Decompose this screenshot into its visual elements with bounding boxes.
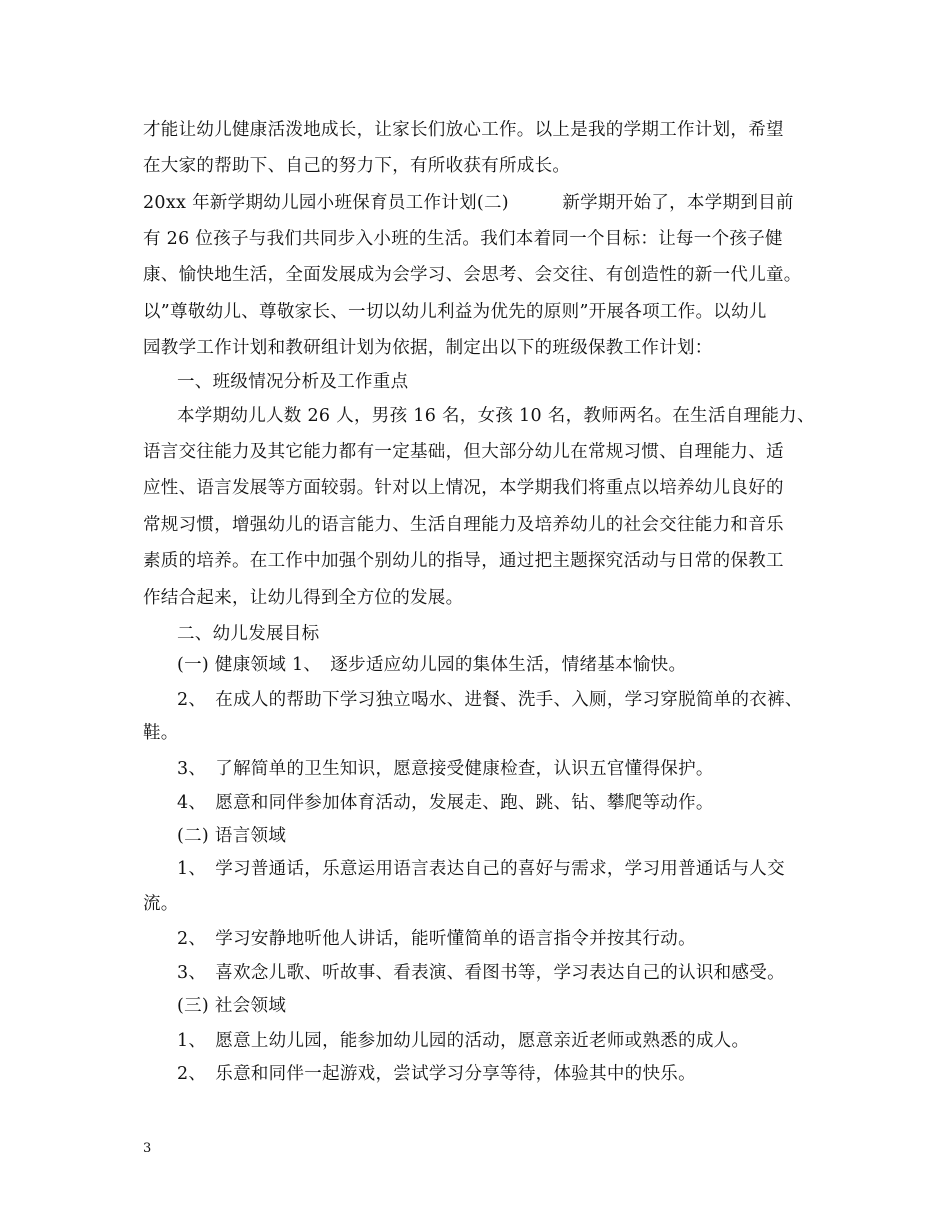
heading-development-goals: 二、幼儿发展目标	[177, 624, 320, 644]
paragraph-line: 本学期幼儿人数 26 人，男孩 16 名，女孩 10 名，教师两名。在生活自理能力、	[177, 406, 815, 426]
paragraph-line: 园教学工作计划和教研组计划为依据，制定出以下的班级保教工作计划：	[143, 338, 713, 358]
list-item: 2、 学习安静地听他人讲话，能听懂简单的语言指令并按其行动。	[177, 929, 696, 949]
paragraph-line: 在大家的帮助下、自己的努力下，有所收获有所成长。	[143, 156, 571, 176]
list-item: 2、 在成人的帮助下学习独立喝水、进餐、洗手、入厕，学习穿脱简单的衣裤、	[177, 690, 803, 710]
paragraph-line: 以”尊敬幼儿、尊敬家长、一切以幼儿利益为优先的原则”开展各项工作。以幼儿	[143, 302, 767, 322]
paragraph-line: 康、愉快地生活，全面发展成为会学习、会思考、会交往、有创造性的新一代儿童。	[143, 265, 802, 285]
paragraph-line: 语言交往能力及其它能力都有一定基础，但大部分幼儿在常规习惯、自理能力、适	[143, 442, 784, 462]
paragraph-line: 常规习惯，增强幼儿的语言能力、生活自理能力及培养幼儿的社会交往能力和音乐	[143, 515, 784, 535]
list-item: 4、 愿意和同伴参加体育活动，发展走、跑、跳、钻、攀爬等动作。	[177, 793, 714, 813]
list-item: 3、 了解简单的卫生知识，愿意接受健康检查，认识五官懂得保护。	[177, 759, 714, 779]
list-item: (一) 健康领域 1、 逐步适应幼儿园的集体生活，情绪基本愉快。	[177, 655, 687, 675]
section-title-line: 20xx 年新学期幼儿园小班保育员工作计划(二) 新学期开始了，本学期到目前	[143, 193, 794, 213]
list-item: 2、 乐意和同伴一起游戏，尝试学习分享等待，体验其中的快乐。	[177, 1064, 696, 1084]
list-item: 1、 学习普通话，乐意运用语言表达自己的喜好与需求，学习用普通话与人交	[177, 859, 785, 879]
paragraph-line: 才能让幼儿健康活泼地成长，让家长们放心工作。以上是我的学期工作计划，希望	[143, 120, 784, 140]
paragraph-line: 有 26 位孩子与我们共同步入小班的生活。我们本着同一个目标：让每一个孩子健	[143, 229, 783, 249]
list-item: 3、 喜欢念儿歌、听故事、看表演、看图书等，学习表达自己的认识和感受。	[177, 963, 785, 983]
paragraph-line: 作结合起来，让幼儿得到全方位的发展。	[143, 588, 464, 608]
paragraph-line: 素质的培养。在工作中加强个别幼儿的指导，通过把主题探究活动与日常的保教工	[143, 551, 784, 571]
paragraph-line: 流。	[143, 894, 179, 914]
list-item: 1、 愿意上幼儿园，能参加幼儿园的活动，愿意亲近老师或熟悉的成人。	[177, 1031, 750, 1051]
subheading-social: (三) 社会领域	[177, 996, 287, 1016]
subheading-language: (二) 语言领域	[177, 826, 287, 846]
paragraph-line: 应性、语言发展等方面较弱。针对以上情况，本学期我们将重点以培养幼儿良好的	[143, 478, 784, 498]
heading-class-analysis: 一、班级情况分析及工作重点	[177, 372, 409, 392]
paragraph-line: 鞋。	[143, 723, 179, 743]
page-number: 3	[143, 1141, 152, 1156]
